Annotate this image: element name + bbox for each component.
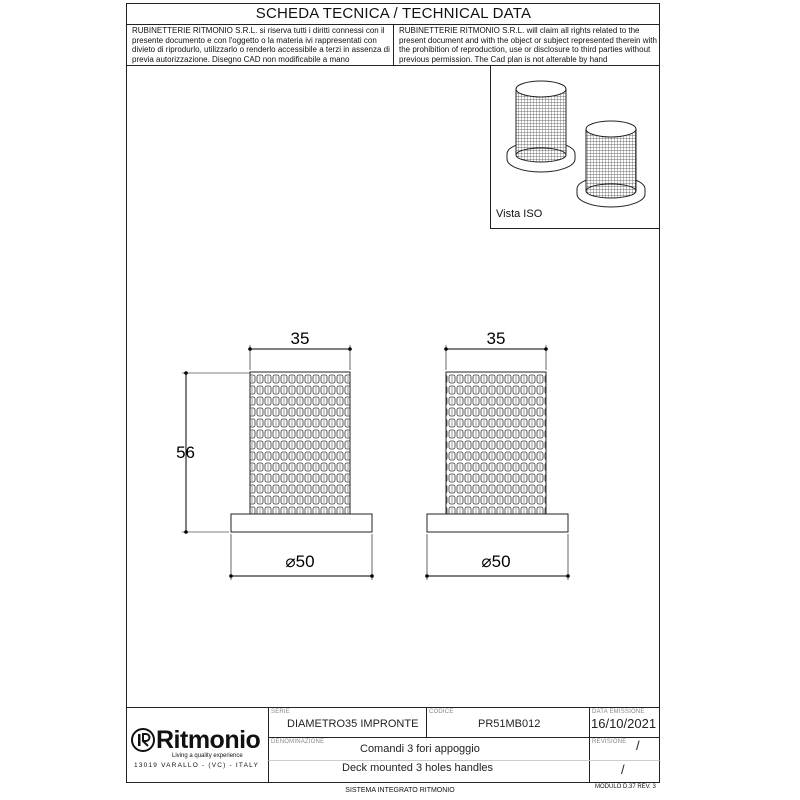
legal-notice-english: RUBINETTERIE RITMONIO S.R.L. will claim all rights related to the present document and with the object or subject represented therein with the prohibition of reproduction, use or disclosure to third parties without previous permission. The Cad plan is not alterable by hand	[399, 26, 657, 64]
dim-diameter-left: ⌀50	[285, 552, 315, 571]
footer-system-name: SISTEMA INTEGRATO RITMONIO	[345, 787, 455, 794]
serie-label: SERIE	[271, 709, 291, 715]
revisione-label: REVISIONE	[592, 739, 627, 745]
revisione-value: /	[636, 738, 640, 753]
codice-value: PR51MB012	[478, 718, 541, 730]
denominazione-label: DENOMINAZIONE	[271, 739, 325, 745]
revisione-value-secondary: /	[621, 762, 625, 777]
iso-view-label: Vista ISO	[496, 208, 543, 220]
handle-front-left	[231, 372, 372, 532]
denominazione-english: Deck mounted 3 holes handles	[342, 762, 494, 774]
company-address: 13019 VARALLO - (VC) - ITALY	[134, 762, 259, 769]
dim-height: 56	[176, 443, 195, 462]
dim-width-left: 35	[290, 329, 310, 348]
page-title: SCHEDA TECNICA / TECHNICAL DATA	[255, 5, 532, 22]
legal-notice-italian: RUBINETTERIE RITMONIO S.R.L. si riserva tutti i diritti connessi con il presente documento e con l'oggetto o la materia ivi rappresentati con divieto di riprodurlo, utilizzarlo o renderlo accessibile a terzi in assenza di previa autorizzazione. Disegno CAD non modificabile a mano	[132, 26, 390, 64]
handle-front-right	[427, 372, 568, 532]
data-emissione-value: 16/10/2021	[591, 716, 657, 731]
footer-module-code: MODULO D.37 REV. 3	[595, 784, 656, 790]
company-tagline: Living a quality experience	[172, 753, 243, 759]
ritmonio-logo-icon	[130, 727, 156, 753]
data-emissione-label: DATA EMISSIONE	[592, 709, 645, 715]
codice-label: CODICE	[429, 709, 454, 715]
serie-value: DIAMETRO35 IMPRONTE	[287, 718, 419, 730]
dim-diameter-right: ⌀50	[481, 552, 511, 571]
denominazione-italian: Comandi 3 fori appoggio	[360, 743, 480, 755]
dim-width-right: 35	[486, 329, 506, 348]
company-logo-text: Ritmonio	[156, 726, 261, 754]
